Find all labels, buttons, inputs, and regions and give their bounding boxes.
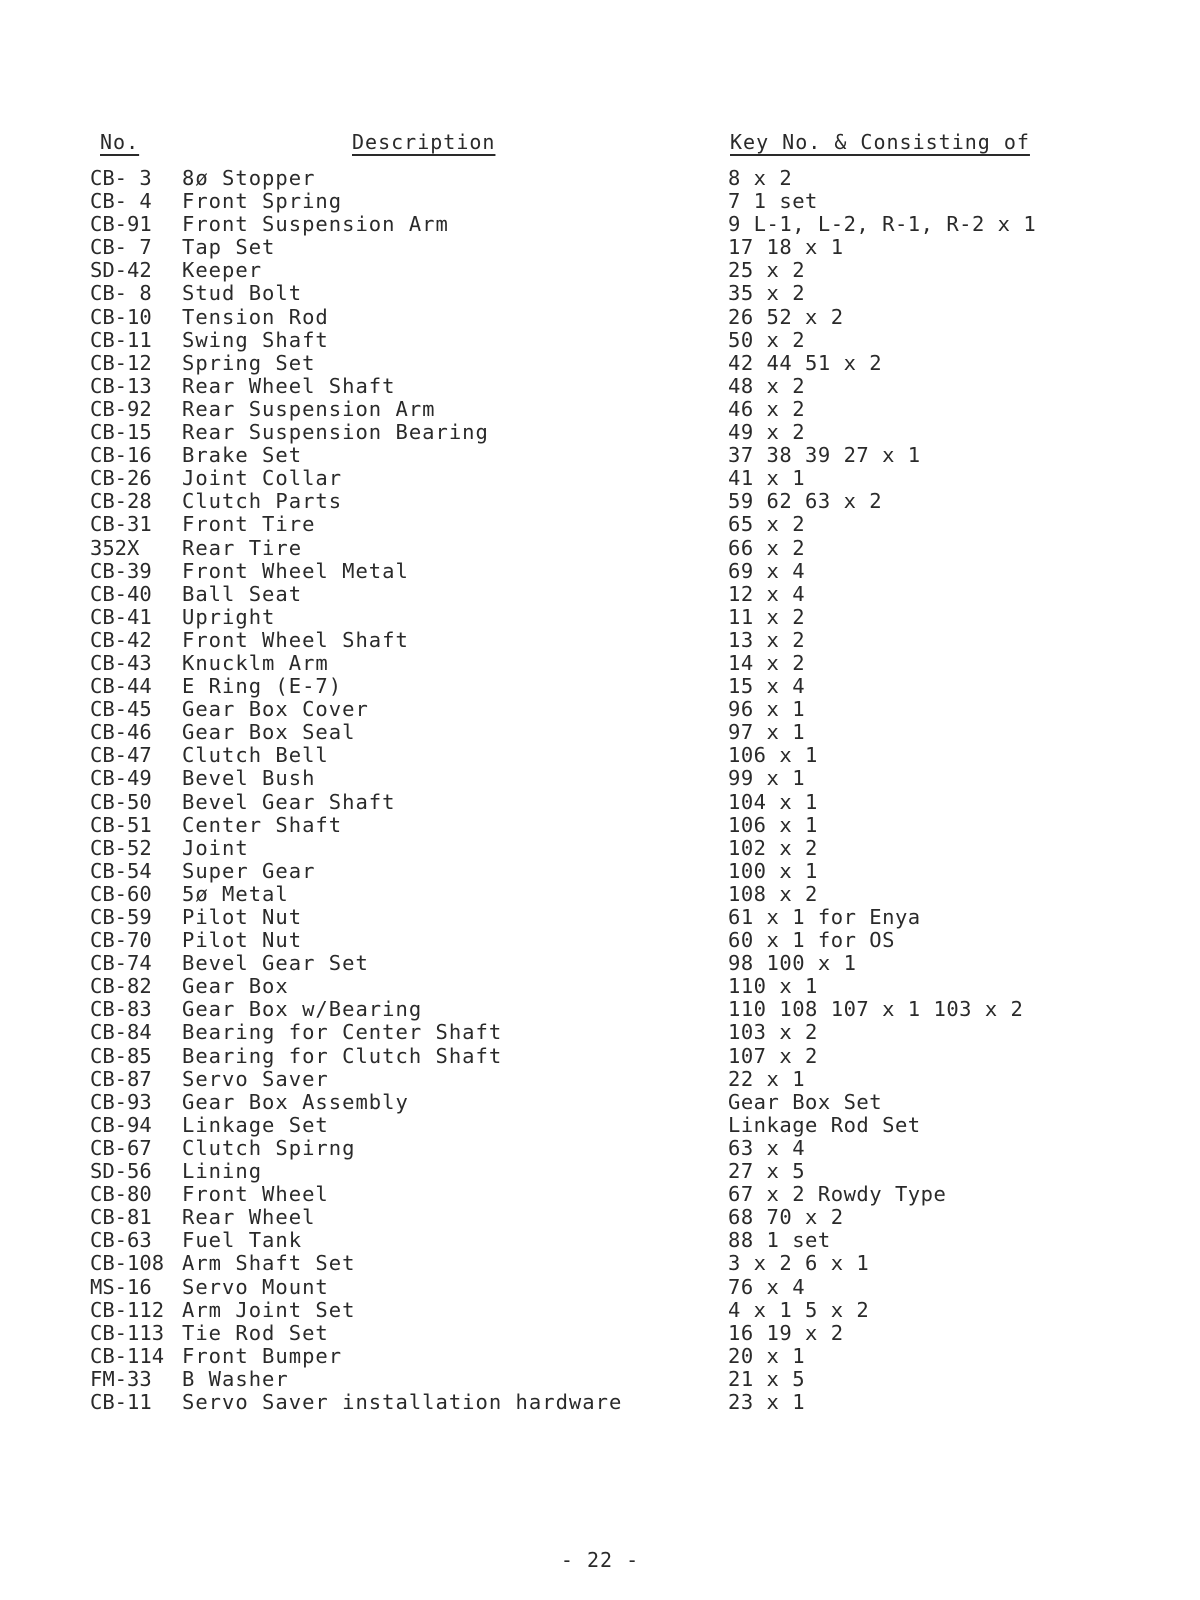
part-number: CB-108 [90, 1251, 165, 1276]
table-row [0, 1114, 1200, 1137]
part-description: Spring Set [182, 350, 316, 375]
part-description: Joint [182, 835, 249, 860]
part-description: 5ø Metal [182, 881, 289, 906]
key-consisting: 61 x 1 for Enya [728, 905, 921, 929]
part-description: Center Shaft [182, 812, 343, 837]
key-consisting: 97 x 1 [728, 720, 806, 745]
key-consisting: 15 x 4 [728, 674, 806, 699]
table-row [0, 398, 1200, 421]
part-number: CB-82 [90, 974, 152, 999]
key-consisting: 46 x 2 [728, 396, 806, 421]
part-number: CB-70 [90, 928, 152, 953]
column-header-description: Description [352, 130, 496, 154]
part-number: CB-12 [90, 350, 152, 375]
part-description: Clutch Spirng [182, 1135, 356, 1160]
key-consisting: 107 x 2 [728, 1043, 818, 1068]
part-number: CB-63 [90, 1228, 152, 1253]
part-number: CB-46 [90, 720, 152, 745]
table-row [0, 375, 1200, 398]
key-consisting: 8 x 2 [728, 166, 793, 190]
table-row [0, 791, 1200, 814]
key-consisting: 98 100 x 1 [728, 951, 857, 976]
part-description: Ball Seat [182, 581, 303, 606]
part-number: CB-52 [90, 835, 152, 860]
key-consisting: 12 x 4 [728, 581, 806, 606]
part-number: CB- 4 [90, 189, 152, 214]
key-consisting: 14 x 2 [728, 650, 806, 675]
key-consisting: 110 108 107 x 1 103 x 2 [728, 997, 1024, 1022]
part-description: Stud Bolt [182, 281, 303, 306]
part-description: Rear Tire [182, 535, 303, 560]
key-consisting: 41 x 1 [728, 466, 806, 491]
key-consisting: 104 x 1 [728, 789, 818, 814]
table-row [0, 698, 1200, 721]
key-consisting: 59 62 63 x 2 [728, 489, 883, 514]
table-row [0, 1252, 1200, 1275]
table-row [0, 1391, 1200, 1414]
table-row [0, 975, 1200, 998]
part-description: Joint Collar [182, 466, 343, 491]
part-description: Upright [182, 604, 276, 629]
table-row [0, 352, 1200, 375]
key-consisting: 16 19 x 2 [728, 1320, 844, 1345]
key-consisting: 11 x 2 [728, 604, 806, 629]
part-number: CB-43 [90, 650, 152, 675]
key-consisting: 50 x 2 [728, 327, 806, 352]
part-description: Clutch Bell [182, 743, 329, 768]
table-row [0, 1183, 1200, 1206]
part-number: CB-47 [90, 743, 152, 768]
table-row [0, 767, 1200, 790]
part-description: Front Wheel Metal [182, 558, 409, 583]
table-row [0, 306, 1200, 329]
key-consisting: 63 x 4 [728, 1135, 806, 1160]
part-description: Front Wheel [182, 1182, 329, 1207]
key-consisting: Gear Box Set [728, 1089, 883, 1114]
key-consisting: 27 x 5 [728, 1159, 806, 1184]
part-description: Bearing for Clutch Shaft [182, 1043, 503, 1068]
part-number: CB-67 [90, 1135, 152, 1160]
key-consisting: 17 18 x 1 [728, 235, 844, 260]
part-number: CB-87 [90, 1066, 152, 1091]
key-consisting: 22 x 1 [728, 1066, 806, 1091]
table-row [0, 1068, 1200, 1091]
part-number: CB-93 [90, 1089, 152, 1114]
key-consisting: 49 x 2 [728, 420, 806, 445]
page-number-text: - 22 - [560, 1548, 640, 1572]
table-row [0, 583, 1200, 606]
part-description: Super Gear [182, 858, 316, 883]
part-number: CB-50 [90, 789, 152, 814]
part-number: SD-42 [90, 258, 152, 283]
part-description: Bevel Bush [182, 766, 316, 791]
part-number: CB-39 [90, 558, 152, 583]
part-description: E Ring (E-7) [182, 674, 343, 699]
key-consisting: 23 x 1 [728, 1389, 806, 1414]
part-description: Tie Rod Set [182, 1320, 329, 1345]
key-consisting: 35 x 2 [728, 281, 806, 306]
key-consisting: 37 38 39 27 x 1 [728, 443, 921, 468]
part-number: MS-16 [90, 1274, 152, 1299]
table-row [0, 629, 1200, 652]
key-consisting: 26 52 x 2 [728, 304, 844, 329]
part-description: Swing Shaft [182, 327, 329, 352]
key-consisting: 76 x 4 [728, 1274, 806, 1299]
key-consisting: 108 x 2 [728, 881, 818, 906]
key-consisting: 106 x 1 [728, 743, 818, 768]
part-number: CB-91 [90, 212, 152, 237]
part-description: Bearing for Center Shaft [182, 1020, 503, 1045]
part-number: CB-16 [90, 443, 152, 468]
part-number: CB-26 [90, 466, 152, 491]
part-number: CB-112 [90, 1297, 165, 1322]
table-row [0, 675, 1200, 698]
part-number: CB-74 [90, 951, 152, 976]
table-row [0, 259, 1200, 282]
part-description: Pilot Nut [182, 928, 303, 953]
table-row [0, 282, 1200, 305]
part-description: Servo Saver installation hardware [182, 1389, 623, 1414]
table-row [0, 1137, 1200, 1160]
key-consisting: 7 1 set [728, 189, 818, 214]
part-number: CB-60 [90, 881, 152, 906]
key-consisting: 21 x 5 [728, 1366, 806, 1391]
table-row [0, 421, 1200, 444]
table-row [0, 329, 1200, 352]
part-description: Bevel Gear Shaft [182, 789, 396, 814]
part-description: Rear Wheel Shaft [182, 373, 396, 398]
part-number: CB-28 [90, 489, 152, 514]
part-number: 352X [90, 535, 140, 560]
part-description: Tension Rod [182, 304, 329, 329]
table-row [0, 606, 1200, 629]
part-number: CB-31 [90, 512, 152, 537]
key-consisting: 100 x 1 [728, 858, 818, 883]
key-consisting: 60 x 1 for OS [728, 928, 895, 953]
part-number: CB-92 [90, 396, 152, 421]
part-description: Lining [182, 1159, 263, 1184]
key-consisting: 99 x 1 [728, 766, 806, 791]
part-description: Front Spring [182, 189, 343, 214]
part-number: CB-44 [90, 674, 152, 699]
page-number [0, 1548, 1200, 1572]
key-consisting: 96 x 1 [728, 697, 806, 722]
table-row [0, 1206, 1200, 1229]
part-number: CB-11 [90, 327, 152, 352]
part-description: Front Bumper [182, 1343, 343, 1368]
part-description: Servo Mount [182, 1274, 329, 1299]
key-consisting: 4 x 1 5 x 2 [728, 1297, 870, 1322]
part-description: Gear Box [182, 974, 289, 999]
table-row [0, 537, 1200, 560]
part-description: Gear Box Seal [182, 720, 356, 745]
key-consisting: 102 x 2 [728, 835, 818, 860]
part-description: Front Wheel Shaft [182, 627, 409, 652]
table-row [0, 814, 1200, 837]
part-number: CB-59 [90, 905, 152, 929]
part-description: Bevel Gear Set [182, 951, 369, 976]
key-consisting: 88 1 set [728, 1228, 831, 1253]
part-number: CB-114 [90, 1343, 165, 1368]
table-row [0, 721, 1200, 744]
part-number: CB-40 [90, 581, 152, 606]
key-consisting: Linkage Rod Set [728, 1112, 921, 1137]
key-consisting: 25 x 2 [728, 258, 806, 283]
key-consisting: 68 70 x 2 [728, 1205, 844, 1230]
part-number: CB-113 [90, 1320, 165, 1345]
part-description: Gear Box w/Bearing [182, 997, 423, 1022]
part-description: Arm Joint Set [182, 1297, 356, 1322]
part-number: CB- 3 [90, 166, 152, 190]
part-description: Knucklm Arm [182, 650, 329, 675]
part-number: CB-49 [90, 766, 152, 791]
part-description: Pilot Nut [182, 905, 303, 929]
part-description: Keeper [182, 258, 263, 283]
key-consisting: 65 x 2 [728, 512, 806, 537]
table-row [0, 1045, 1200, 1068]
table-row [0, 1299, 1200, 1322]
part-description: Rear Suspension Arm [182, 396, 436, 421]
part-number: CB-80 [90, 1182, 152, 1207]
key-consisting: 20 x 1 [728, 1343, 806, 1368]
table-row [0, 444, 1200, 467]
part-number: CB-45 [90, 697, 152, 722]
table-row [0, 1021, 1200, 1044]
table-row [0, 837, 1200, 860]
part-description: Rear Wheel [182, 1205, 316, 1230]
part-description: Clutch Parts [182, 489, 343, 514]
part-description: Tap Set [182, 235, 276, 260]
part-description: Gear Box Cover [182, 697, 369, 722]
part-description: Front Suspension Arm [182, 212, 449, 237]
part-description: Arm Shaft Set [182, 1251, 356, 1276]
table-row [0, 906, 1200, 929]
part-description: Brake Set [182, 443, 303, 468]
part-number: CB-15 [90, 420, 152, 445]
table-row [0, 652, 1200, 675]
table-row [0, 1368, 1200, 1391]
table-row [0, 1345, 1200, 1368]
part-number: CB-10 [90, 304, 152, 329]
table-row [0, 490, 1200, 513]
part-description: Fuel Tank [182, 1228, 303, 1253]
table-row [0, 998, 1200, 1021]
part-number: CB-94 [90, 1112, 152, 1137]
table-row [0, 860, 1200, 883]
key-consisting: 67 x 2 Rowdy Type [728, 1182, 947, 1207]
part-description: Servo Saver [182, 1066, 329, 1091]
table-row [0, 236, 1200, 259]
part-description: 8ø Stopper [182, 166, 316, 190]
part-number: SD-56 [90, 1159, 152, 1184]
part-number: CB-11 [90, 1389, 152, 1414]
table-row [0, 167, 1200, 190]
table-row [0, 190, 1200, 213]
part-number: CB-51 [90, 812, 152, 837]
part-number: CB-41 [90, 604, 152, 629]
part-number: CB-84 [90, 1020, 152, 1045]
key-consisting: 110 x 1 [728, 974, 818, 999]
part-description: Linkage Set [182, 1112, 329, 1137]
part-number: CB-85 [90, 1043, 152, 1068]
table-row [0, 213, 1200, 236]
part-description: Gear Box Assembly [182, 1089, 409, 1114]
key-consisting: 42 44 51 x 2 [728, 350, 883, 375]
table-row [0, 883, 1200, 906]
part-number: FM-33 [90, 1366, 152, 1391]
table-row [0, 952, 1200, 975]
table-row [0, 1160, 1200, 1183]
table-row [0, 1091, 1200, 1114]
key-consisting: 9 L-1, L-2, R-1, R-2 x 1 [728, 212, 1037, 237]
part-number: CB-83 [90, 997, 152, 1022]
part-number: CB- 8 [90, 281, 152, 306]
key-consisting: 103 x 2 [728, 1020, 818, 1045]
part-description: Front Tire [182, 512, 316, 537]
table-row [0, 513, 1200, 536]
part-description: Rear Suspension Bearing [182, 420, 489, 445]
table-row [0, 1322, 1200, 1345]
table-row [0, 560, 1200, 583]
table-row [0, 744, 1200, 767]
part-number: CB-81 [90, 1205, 152, 1230]
key-consisting: 66 x 2 [728, 535, 806, 560]
table-row [0, 467, 1200, 490]
part-description: B Washer [182, 1366, 289, 1391]
part-number: CB-13 [90, 373, 152, 398]
table-row [0, 929, 1200, 952]
part-number: CB-42 [90, 627, 152, 652]
column-header-key: Key No. & Consisting of [730, 130, 1030, 154]
key-consisting: 48 x 2 [728, 373, 806, 398]
column-header-no: No. [100, 130, 140, 154]
parts-table [0, 167, 1200, 1414]
key-consisting: 13 x 2 [728, 627, 806, 652]
key-consisting: 3 x 2 6 x 1 [728, 1251, 870, 1276]
part-number: CB-54 [90, 858, 152, 883]
key-consisting: 106 x 1 [728, 812, 818, 837]
table-row [0, 1229, 1200, 1252]
part-number: CB- 7 [90, 235, 152, 260]
key-consisting: 69 x 4 [728, 558, 806, 583]
table-row [0, 1276, 1200, 1299]
